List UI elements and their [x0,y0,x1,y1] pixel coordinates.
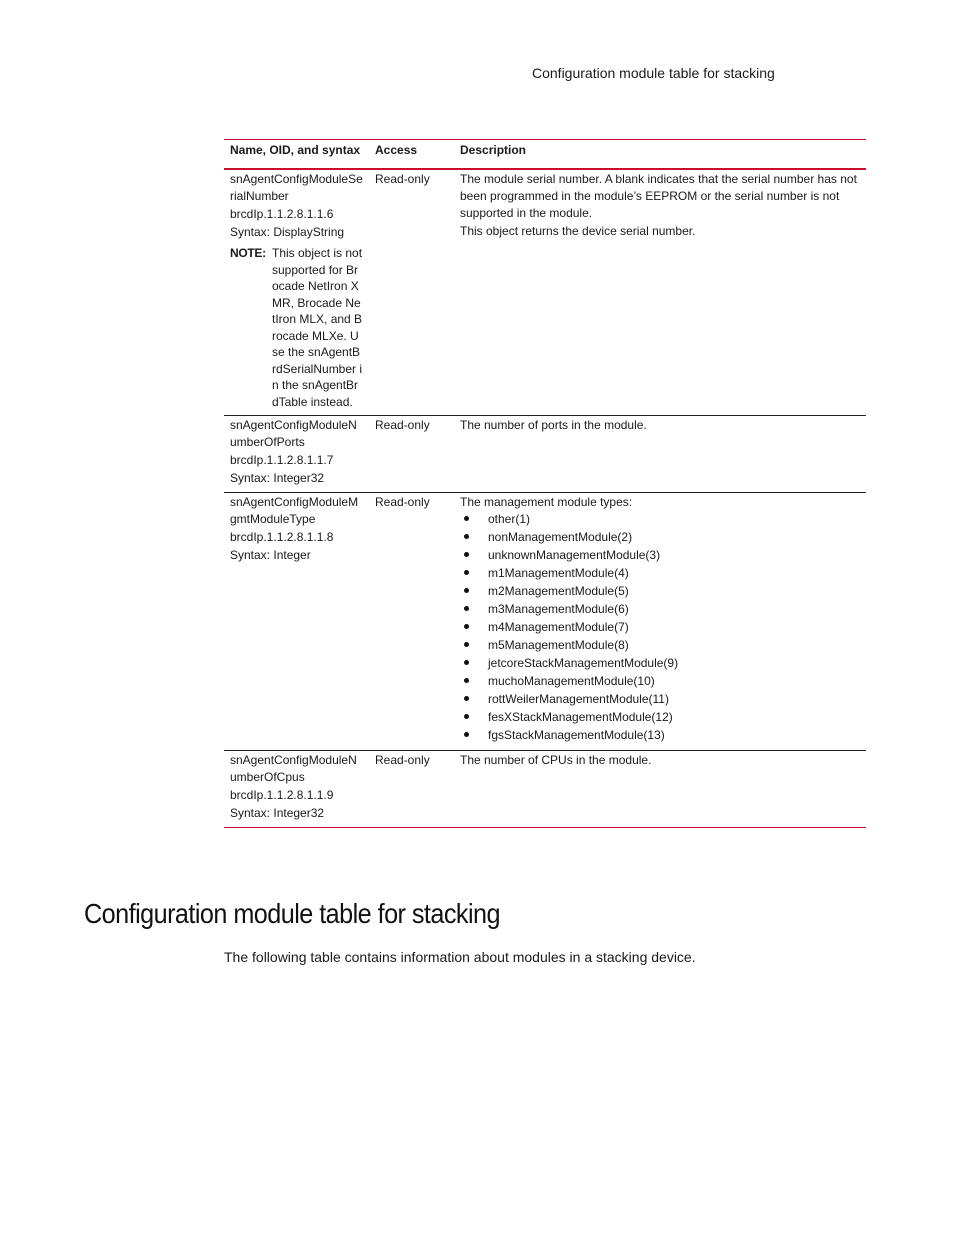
table-row [224,169,866,416]
note-text: This object is not supported for Brocade NetIron XMR, Brocade NetIron MLX, and Brocade MLXe. Use the snAgentBrdSerialNumber in the snAgentBrdTable instead. [272,246,363,409]
object-syntax: Syntax: Integer32 [230,806,325,820]
description-cell [454,169,866,416]
bullet-icon [464,516,469,521]
name-cell [224,751,369,828]
bullet-icon [464,642,469,647]
description-cell [454,751,866,828]
bullet-icon [464,606,469,611]
list-item: other(1) [460,511,860,529]
list-item: m4ManagementModule(7) [460,619,860,637]
list-item: rottWeilerManagementModule(11) [460,691,860,709]
bullet-icon [464,570,469,575]
running-header: Configuration module table for stacking [532,65,775,81]
list-item: nonManagementModule(2) [460,529,860,547]
list-item: fgsStackManagementModule(13) [460,727,860,745]
list-item: m3ManagementModule(6) [460,601,860,619]
section-title: Configuration module table for stacking [84,898,500,929]
list-item: jetcoreStackManagementModule(9) [460,655,860,673]
description-text: The number of ports in the module. [460,418,647,432]
object-oid: brcdIp.1.1.2.8.1.1.6 [230,207,334,221]
list-item: fesXStackManagementModule(12) [460,709,860,727]
bullet-icon [464,624,469,629]
access-cell: Read-only [369,751,454,828]
description-cell [454,493,866,751]
name-cell [224,416,369,493]
list-item: m2ManagementModule(5) [460,583,860,601]
module-type-list [460,511,860,745]
access-cell: Read-only [369,493,454,751]
column-header-description: Description [454,140,866,170]
description-text: The number of CPUs in the module. [460,753,652,767]
access-cell: Read-only [369,416,454,493]
object-name: snAgentConfigModuleNumberOfCpus [230,753,357,784]
object-syntax: Syntax: DisplayString [230,225,345,239]
bullet-icon [464,588,469,593]
object-syntax: Syntax: Integer [230,548,311,562]
bullet-icon [464,660,469,665]
name-cell [224,169,369,416]
column-header-access: Access [369,140,454,170]
bullet-icon [464,732,469,737]
object-oid: brcdIp.1.1.2.8.1.1.9 [230,788,334,802]
object-name: snAgentConfigModuleSerialNumber [230,172,363,203]
note-label: NOTE: [230,246,266,260]
description-text: The module serial number. A blank indicates that the serial number has not been programmed in the module’s EEPROM or the serial number is not supported in the module. [460,172,857,220]
intro-paragraph: The following table contains information about modules in a stacking device. [224,949,696,965]
bullet-icon [464,696,469,701]
object-name: snAgentConfigModuleNumberOfPorts [230,418,357,449]
note-block [230,245,363,410]
object-oid: brcdIp.1.1.2.8.1.1.7 [230,453,334,467]
table-row [224,493,866,751]
bullet-icon [464,678,469,683]
object-oid: brcdIp.1.1.2.8.1.1.8 [230,530,334,544]
table-header-row [224,140,866,170]
table-row [224,751,866,828]
object-syntax: Syntax: Integer32 [230,471,325,485]
mib-object-table [224,139,866,828]
access-cell: Read-only [369,169,454,416]
list-item: m5ManagementModule(8) [460,637,860,655]
description-cell [454,416,866,493]
list-item: unknownManagementModule(3) [460,547,860,565]
bullet-icon [464,714,469,719]
description-text: The management module types: [460,495,633,509]
name-cell [224,493,369,751]
description-text: This object returns the device serial number. [460,224,696,238]
list-item: muchoManagementModule(10) [460,673,860,691]
list-item: m1ManagementModule(4) [460,565,860,583]
bullet-icon [464,552,469,557]
table-row [224,416,866,493]
bullet-icon [464,534,469,539]
column-header-name: Name, OID, and syntax [224,140,369,170]
object-name: snAgentConfigModuleMgmtModuleType [230,495,359,526]
